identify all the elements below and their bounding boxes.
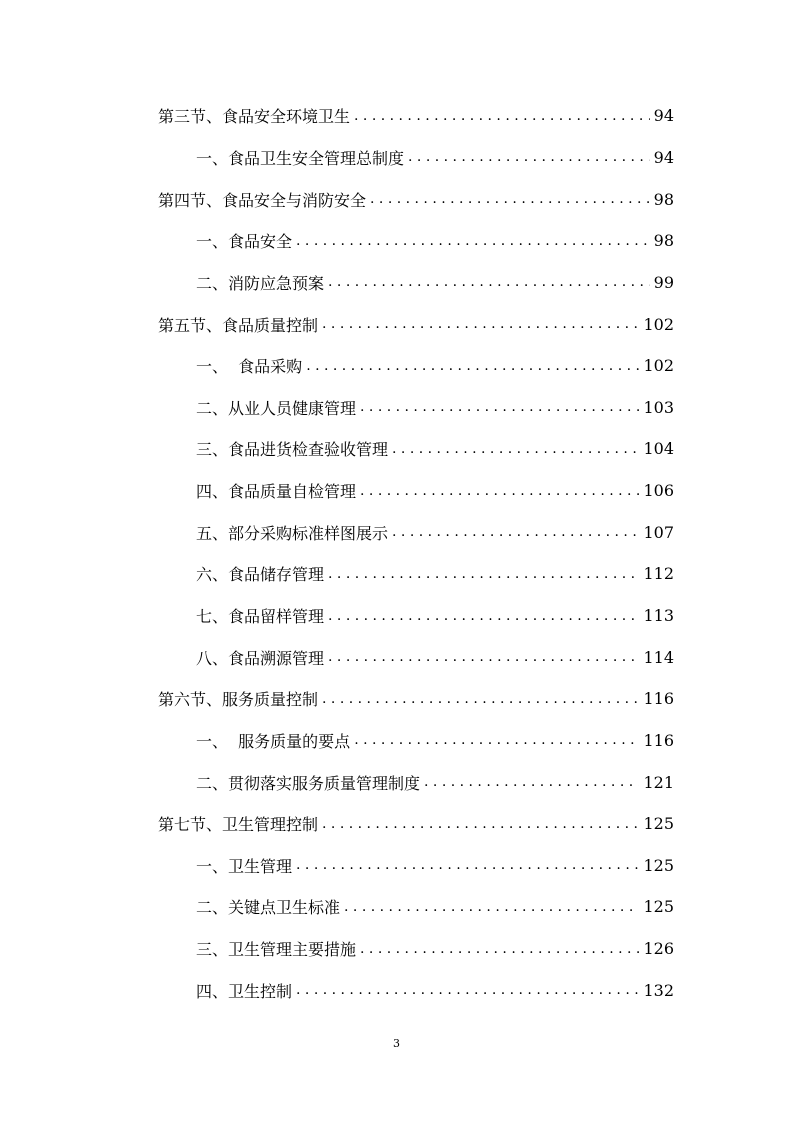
toc-entry-title: 一、食品卫生安全管理总制度 (196, 148, 405, 168)
toc-entry-title: 二、贯彻落实服务质量管理制度 (196, 773, 421, 793)
toc-entry-title: 二、关键点卫生标准 (196, 898, 341, 918)
toc-dot-leader (392, 441, 639, 457)
toc-entry-page: 121 (643, 772, 674, 792)
toc-entry-page: 98 (653, 231, 674, 251)
toc-section-entry[interactable] (158, 95, 674, 137)
toc-subsection-entry[interactable] (158, 761, 674, 803)
toc-dot-leader (354, 732, 639, 748)
toc-dot-leader (328, 274, 650, 290)
toc-entry-page: 114 (643, 647, 674, 667)
toc-subsection-entry[interactable] (158, 928, 674, 970)
table-of-contents (158, 95, 674, 1011)
toc-entry-title: 第三节、食品安全环境卫生 (158, 107, 351, 127)
toc-section-entry[interactable] (158, 803, 674, 845)
toc-dot-leader (354, 108, 650, 124)
toc-dot-leader (322, 816, 639, 832)
toc-subsection-entry[interactable] (158, 720, 674, 762)
toc-subsection-entry[interactable] (158, 595, 674, 637)
toc-dot-leader (392, 524, 639, 540)
toc-entry-page: 113 (643, 606, 674, 625)
toc-entry-page: 116 (643, 689, 674, 709)
toc-entry-title: 五、部分采购标准样图展示 (196, 523, 389, 543)
toc-entry-page: 112 (643, 564, 674, 584)
toc-entry-title: 第四节、食品安全与消防安全 (158, 190, 367, 210)
toc-entry-page: 98 (653, 189, 674, 209)
toc-entry-page: 99 (653, 272, 674, 292)
toc-section-entry[interactable] (158, 303, 674, 345)
toc-entry-title: 一、卫生管理 (196, 856, 293, 876)
toc-entry-page: 106 (643, 481, 674, 501)
toc-subsection-entry[interactable] (158, 845, 674, 887)
toc-dot-leader (328, 649, 639, 665)
toc-subsection-entry[interactable] (158, 137, 674, 179)
toc-subsection-entry[interactable] (158, 470, 674, 512)
toc-dot-leader (322, 691, 639, 707)
toc-entry-title: 一、 服务质量的要点 (196, 731, 351, 751)
toc-entry-page: 94 (653, 106, 674, 126)
toc-dot-leader (296, 857, 639, 873)
toc-entry-page: 125 (643, 897, 674, 917)
toc-subsection-entry[interactable] (158, 220, 674, 262)
toc-dot-leader (296, 233, 650, 249)
toc-subsection-entry[interactable] (158, 428, 674, 470)
toc-subsection-entry[interactable] (158, 386, 674, 428)
toc-entry-page: 104 (643, 439, 674, 459)
toc-entry-title: 三、食品进货检查验收管理 (196, 440, 389, 460)
toc-entry-title: 四、卫生控制 (196, 981, 293, 1001)
toc-entry-title: 六、食品储存管理 (196, 565, 325, 585)
toc-entry-title: 第七节、卫生管理控制 (158, 815, 319, 835)
toc-entry-title: 八、食品溯源管理 (196, 648, 325, 668)
toc-entry-page: 102 (643, 314, 674, 334)
toc-entry-title: 三、卫生管理主要措施 (196, 940, 357, 960)
toc-dot-leader (360, 941, 639, 957)
toc-entry-title: 一、 食品采购 (196, 357, 303, 377)
toc-subsection-entry[interactable] (158, 511, 674, 553)
toc-entry-title: 二、消防应急预案 (196, 273, 325, 293)
toc-dot-leader (296, 982, 639, 998)
toc-entry-page: 126 (643, 939, 674, 959)
toc-subsection-entry[interactable] (158, 969, 674, 1011)
page-number: 3 (393, 1037, 400, 1050)
toc-dot-leader (322, 316, 639, 332)
toc-entry-title: 第五节、食品质量控制 (158, 315, 319, 335)
toc-entry-title: 一、食品安全 (196, 232, 293, 252)
toc-subsection-entry[interactable] (158, 345, 674, 387)
toc-subsection-entry[interactable] (158, 553, 674, 595)
toc-entry-page: 103 (643, 397, 674, 417)
toc-dot-leader (328, 608, 639, 624)
toc-dot-leader (370, 191, 650, 207)
toc-entry-page: 94 (653, 147, 674, 167)
toc-dot-leader (344, 899, 639, 915)
toc-entry-page: 116 (643, 730, 674, 750)
toc-entry-page: 107 (643, 522, 674, 542)
toc-dot-leader (424, 774, 639, 790)
toc-entry-page: 125 (643, 855, 674, 875)
toc-dot-leader (306, 358, 639, 374)
toc-dot-leader (360, 483, 639, 499)
toc-dot-leader (360, 399, 639, 415)
toc-entry-page: 125 (643, 814, 674, 834)
toc-entry-page: 102 (643, 356, 674, 376)
toc-entry-title: 第六节、服务质量控制 (158, 690, 319, 710)
toc-entry-title: 七、食品留样管理 (196, 607, 325, 626)
toc-section-entry[interactable] (158, 178, 674, 220)
toc-entry-title: 四、食品质量自检管理 (196, 482, 357, 502)
toc-subsection-entry[interactable] (158, 636, 674, 678)
toc-entry-title: 二、从业人员健康管理 (196, 398, 357, 418)
toc-subsection-entry[interactable] (158, 886, 674, 928)
toc-subsection-entry[interactable] (158, 262, 674, 304)
toc-dot-leader (328, 566, 639, 582)
toc-entry-page: 132 (643, 980, 674, 1000)
toc-dot-leader (408, 149, 650, 165)
toc-section-entry[interactable] (158, 678, 674, 720)
